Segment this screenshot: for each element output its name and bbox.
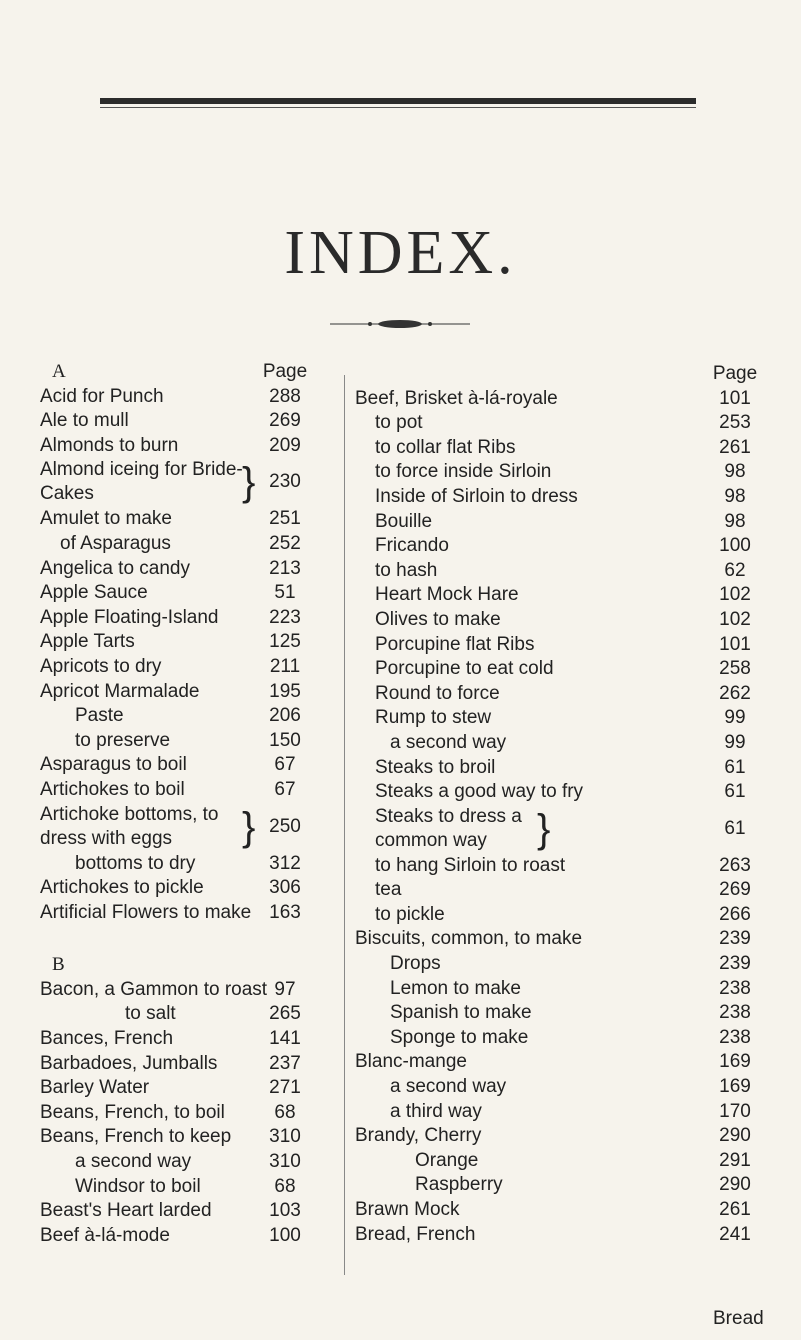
index-entry [40, 925, 330, 953]
entry-text: B [52, 954, 65, 976]
entry-page: 101 [719, 387, 751, 409]
entry-page: 67 [274, 778, 296, 800]
entry-text: Almonds to burn [40, 434, 179, 456]
top-rule-thin [100, 107, 696, 108]
entry-page: 271 [269, 1077, 301, 1099]
entry-text: Sponge to make [390, 1026, 529, 1048]
entry-page: 269 [719, 879, 751, 901]
entry-text: Asparagus to boil [40, 754, 187, 776]
entry-text: Amulet to make [40, 508, 172, 530]
entry-text: Raspberry [415, 1174, 503, 1196]
index-entry [40, 1199, 330, 1224]
entry-page: 269 [269, 410, 301, 432]
index-entry [40, 901, 330, 926]
entry-text: Lemon to make [390, 977, 521, 999]
entry-text: Biscuits, common, to make [355, 928, 583, 950]
entry-text: Windsor to boil [75, 1175, 201, 1197]
index-entry [40, 606, 330, 631]
entry-page: 252 [269, 532, 301, 554]
column-divider [344, 375, 345, 1275]
entry-text: Beef, Brisket à-lá-royale [355, 387, 558, 409]
entry-page: 261 [719, 1199, 751, 1220]
index-entry [40, 1175, 330, 1200]
index-entry [355, 1198, 775, 1223]
entry-text: to salt [125, 1003, 176, 1025]
entry-page: 310 [269, 1126, 301, 1148]
entry-text: Angelica to candy [40, 557, 190, 579]
section-header [40, 953, 330, 978]
index-entry [355, 559, 775, 584]
entry-page: 288 [269, 385, 301, 407]
index-entry [355, 485, 775, 510]
entry-text: to hang Sirloin to roast [375, 854, 566, 876]
index-entry [355, 1124, 775, 1149]
entry-page: 239 [719, 953, 751, 975]
entry-text: Beast's Heart larded [40, 1200, 212, 1222]
entry-text: to pickle [375, 903, 445, 925]
entry-page: 238 [719, 1002, 751, 1024]
index-entry [355, 1075, 775, 1100]
index-entry [355, 510, 775, 535]
entry-page: 62 [724, 559, 746, 581]
entry-page: 291 [719, 1149, 751, 1171]
entry-text: Artichoke bottoms, to dress with eggs [40, 803, 219, 849]
index-entry [40, 1027, 330, 1052]
entry-page: 195 [269, 680, 301, 702]
entry-text: Brandy, Cherry [355, 1125, 482, 1147]
entry-text: Barley Water [40, 1077, 150, 1099]
entry-text: Orange [415, 1149, 479, 1171]
index-entry [40, 532, 330, 557]
index-entry [355, 977, 775, 1002]
brace-glyph: } [242, 804, 256, 849]
index-entry [355, 436, 775, 461]
index-entry [40, 680, 330, 705]
entry-page: 266 [719, 903, 751, 925]
entry-page: 258 [719, 658, 751, 680]
entry-text: Bread, French [355, 1223, 476, 1245]
entry-page: 102 [719, 584, 751, 606]
entry-page: 68 [274, 1175, 296, 1197]
entry-text: Fricando [375, 535, 449, 557]
entry-text: a second way [390, 1076, 507, 1098]
entry-text: tea [375, 879, 402, 901]
entry-page: Page [712, 363, 758, 384]
section-header [355, 362, 775, 387]
entry-page: 101 [719, 633, 751, 655]
index-entry [40, 1125, 330, 1150]
index-entry [40, 1076, 330, 1101]
entry-page: 169 [719, 1051, 751, 1073]
entry-page: 141 [269, 1028, 301, 1050]
entry-page: 100 [269, 1224, 301, 1246]
entry-page: 170 [719, 1100, 751, 1122]
index-entry [40, 876, 330, 901]
index-entry [40, 753, 330, 778]
top-rule [100, 98, 696, 104]
entry-text: Rump to stew [375, 707, 492, 729]
entry-text: Paste [75, 705, 124, 727]
entry-text: Round to force [375, 682, 500, 704]
entry-text: Artichokes to pickle [40, 877, 204, 899]
entry-page: 68 [274, 1101, 296, 1123]
entry-page: 98 [724, 485, 746, 507]
entry-page: 265 [269, 1003, 301, 1025]
entry-text: Drops [390, 953, 441, 975]
brace-glyph: } [537, 806, 551, 851]
entry-text: Acid for Punch [40, 385, 164, 407]
entry-page: 97 [274, 978, 296, 1000]
index-entry [40, 434, 330, 459]
entry-text: Beef à-lá-mode [40, 1224, 170, 1246]
entry-text: Apricot Marmalade [40, 680, 200, 702]
entry-text: Porcupine flat Ribs [375, 633, 535, 655]
entry-page: 67 [274, 754, 296, 776]
entry-page: 163 [269, 901, 301, 923]
entry-page: 209 [269, 434, 301, 456]
index-entry [355, 657, 775, 682]
entry-page: 61 [724, 781, 746, 803]
ornament-divider [330, 318, 470, 330]
entry-text: Blanc-mange [355, 1051, 467, 1073]
entry-text: to collar flat Ribs [375, 436, 516, 458]
entry-page: 125 [269, 631, 301, 653]
entry-text: Beans, French to keep [40, 1126, 232, 1148]
entry-page: 238 [719, 977, 751, 999]
entry-text: Apple Tarts [40, 631, 135, 653]
entry-page: 306 [269, 877, 301, 899]
index-entry [40, 978, 330, 1003]
entry-text: Apricots to dry [40, 655, 162, 677]
entry-page: 61 [724, 817, 746, 839]
entry-page: 103 [269, 1200, 301, 1222]
entry-text: Artichokes to boil [40, 778, 185, 800]
entry-page: 98 [724, 510, 746, 532]
entry-text: Brawn Mock [355, 1199, 460, 1220]
entry-text: Beans, French, to boil [40, 1101, 225, 1123]
index-entry [355, 387, 775, 412]
index-entry [40, 729, 330, 754]
index-entry [355, 633, 775, 658]
entry-text: of Asparagus [60, 532, 171, 554]
index-entry [40, 1002, 330, 1027]
entry-page: Page [262, 361, 308, 382]
index-entry [355, 903, 775, 928]
index-entry [355, 854, 775, 879]
entry-text: Apple Floating-Island [40, 606, 219, 628]
index-entry [355, 583, 775, 608]
index-entry [40, 1101, 330, 1126]
index-entry [40, 581, 330, 606]
entry-text: Spanish to make [390, 1002, 532, 1024]
entry-text: to force inside Sirloin [375, 461, 552, 483]
index-entry [40, 409, 330, 434]
index-entry [355, 1223, 775, 1248]
entry-page: 250 [269, 815, 301, 837]
entry-text: a second way [75, 1151, 192, 1173]
index-entry [355, 534, 775, 559]
index-entry [40, 1150, 330, 1175]
entry-page: 238 [719, 1026, 751, 1048]
index-entry [355, 460, 775, 485]
entry-page: 261 [719, 436, 751, 458]
entry-page: 253 [719, 412, 751, 434]
entry-text: Olives to make [375, 608, 501, 630]
entry-page: 100 [719, 535, 751, 557]
entry-text: Barbadoes, Jumballs [40, 1052, 218, 1074]
entry-page: 211 [269, 655, 301, 677]
entry-text: Bances, French [40, 1028, 174, 1050]
index-entry [355, 1173, 775, 1198]
page-title: INDEX. [284, 219, 517, 287]
index-entry [40, 852, 330, 877]
index-entry [355, 927, 775, 952]
entry-page: 262 [719, 682, 751, 704]
entry-page: 237 [269, 1052, 301, 1074]
entry-page: 98 [724, 461, 746, 483]
entry-text: Bacon, a Gammon to roast [40, 978, 268, 1000]
index-entry [40, 1224, 330, 1249]
index-entry [355, 805, 775, 854]
index-entry [40, 630, 330, 655]
entry-page: 150 [269, 729, 301, 751]
entry-page: 251 [269, 508, 301, 530]
index-entry [40, 507, 330, 532]
index-entry [355, 731, 775, 756]
entry-text: to preserve [75, 729, 171, 751]
entry-text: Apple Sauce [40, 582, 148, 604]
entry-text: Almond iceing for Bride- Cakes [40, 459, 243, 505]
index-entry [40, 1052, 330, 1077]
index-entry [40, 778, 330, 803]
entry-page: 102 [719, 608, 751, 630]
entry-text: Ale to mull [40, 410, 129, 432]
entry-page: 223 [269, 606, 301, 628]
index-entry [40, 557, 330, 582]
index-entry [355, 682, 775, 707]
entry-text: a second way [390, 731, 507, 753]
entry-page: 230 [269, 471, 301, 493]
catchword: Bread [713, 1308, 764, 1329]
entry-text: a third way [390, 1100, 482, 1122]
entry-text: Porcupine to eat cold [375, 658, 554, 680]
index-entry [355, 411, 775, 436]
index-entry [355, 952, 775, 977]
index-entry [40, 655, 330, 680]
entry-text: Artificial Flowers to make [40, 901, 252, 923]
entry-page: 290 [719, 1125, 751, 1147]
index-entry [355, 608, 775, 633]
entry-text: to pot [375, 412, 423, 434]
entry-text: Bouille [375, 510, 433, 532]
entry-page: 290 [719, 1174, 751, 1196]
section-header [40, 360, 330, 385]
entry-page: 99 [724, 707, 746, 729]
entry-text: Steaks to dress a common way [375, 805, 522, 851]
entry-page: 312 [269, 852, 301, 874]
brace-glyph: } [242, 460, 256, 505]
index-entry [40, 458, 330, 507]
entry-page: 51 [274, 582, 296, 604]
entry-page: 169 [719, 1076, 751, 1098]
entry-page: 239 [719, 928, 751, 950]
entry-text: bottoms to dry [75, 852, 196, 874]
entry-text: to hash [375, 559, 438, 581]
entry-text: A [52, 361, 66, 382]
index-entry [355, 1100, 775, 1125]
index-column-right [355, 362, 775, 1247]
index-column-left [40, 360, 330, 1248]
entry-text: Steaks to broil [375, 756, 496, 778]
index-entry [355, 1026, 775, 1051]
entry-text: Steaks a good way to fry [375, 781, 584, 803]
index-entry [355, 706, 775, 731]
entry-page: 310 [269, 1151, 301, 1173]
index-entry [40, 704, 330, 729]
index-entry [355, 1050, 775, 1075]
index-entry [40, 803, 330, 852]
index-entry [355, 780, 775, 805]
index-entry [40, 385, 330, 410]
entry-text: Inside of Sirloin to dress [375, 485, 578, 507]
entry-page: 206 [269, 705, 301, 727]
index-entry [355, 1149, 775, 1174]
entry-text: Heart Mock Hare [375, 584, 519, 606]
entry-page: 213 [269, 557, 301, 579]
entry-page: 263 [719, 854, 751, 876]
index-entry [355, 1001, 775, 1026]
entry-page: 61 [724, 756, 746, 778]
index-entry [355, 756, 775, 781]
index-entry [355, 878, 775, 903]
entry-page: 99 [724, 731, 746, 753]
entry-page: 241 [719, 1223, 751, 1245]
